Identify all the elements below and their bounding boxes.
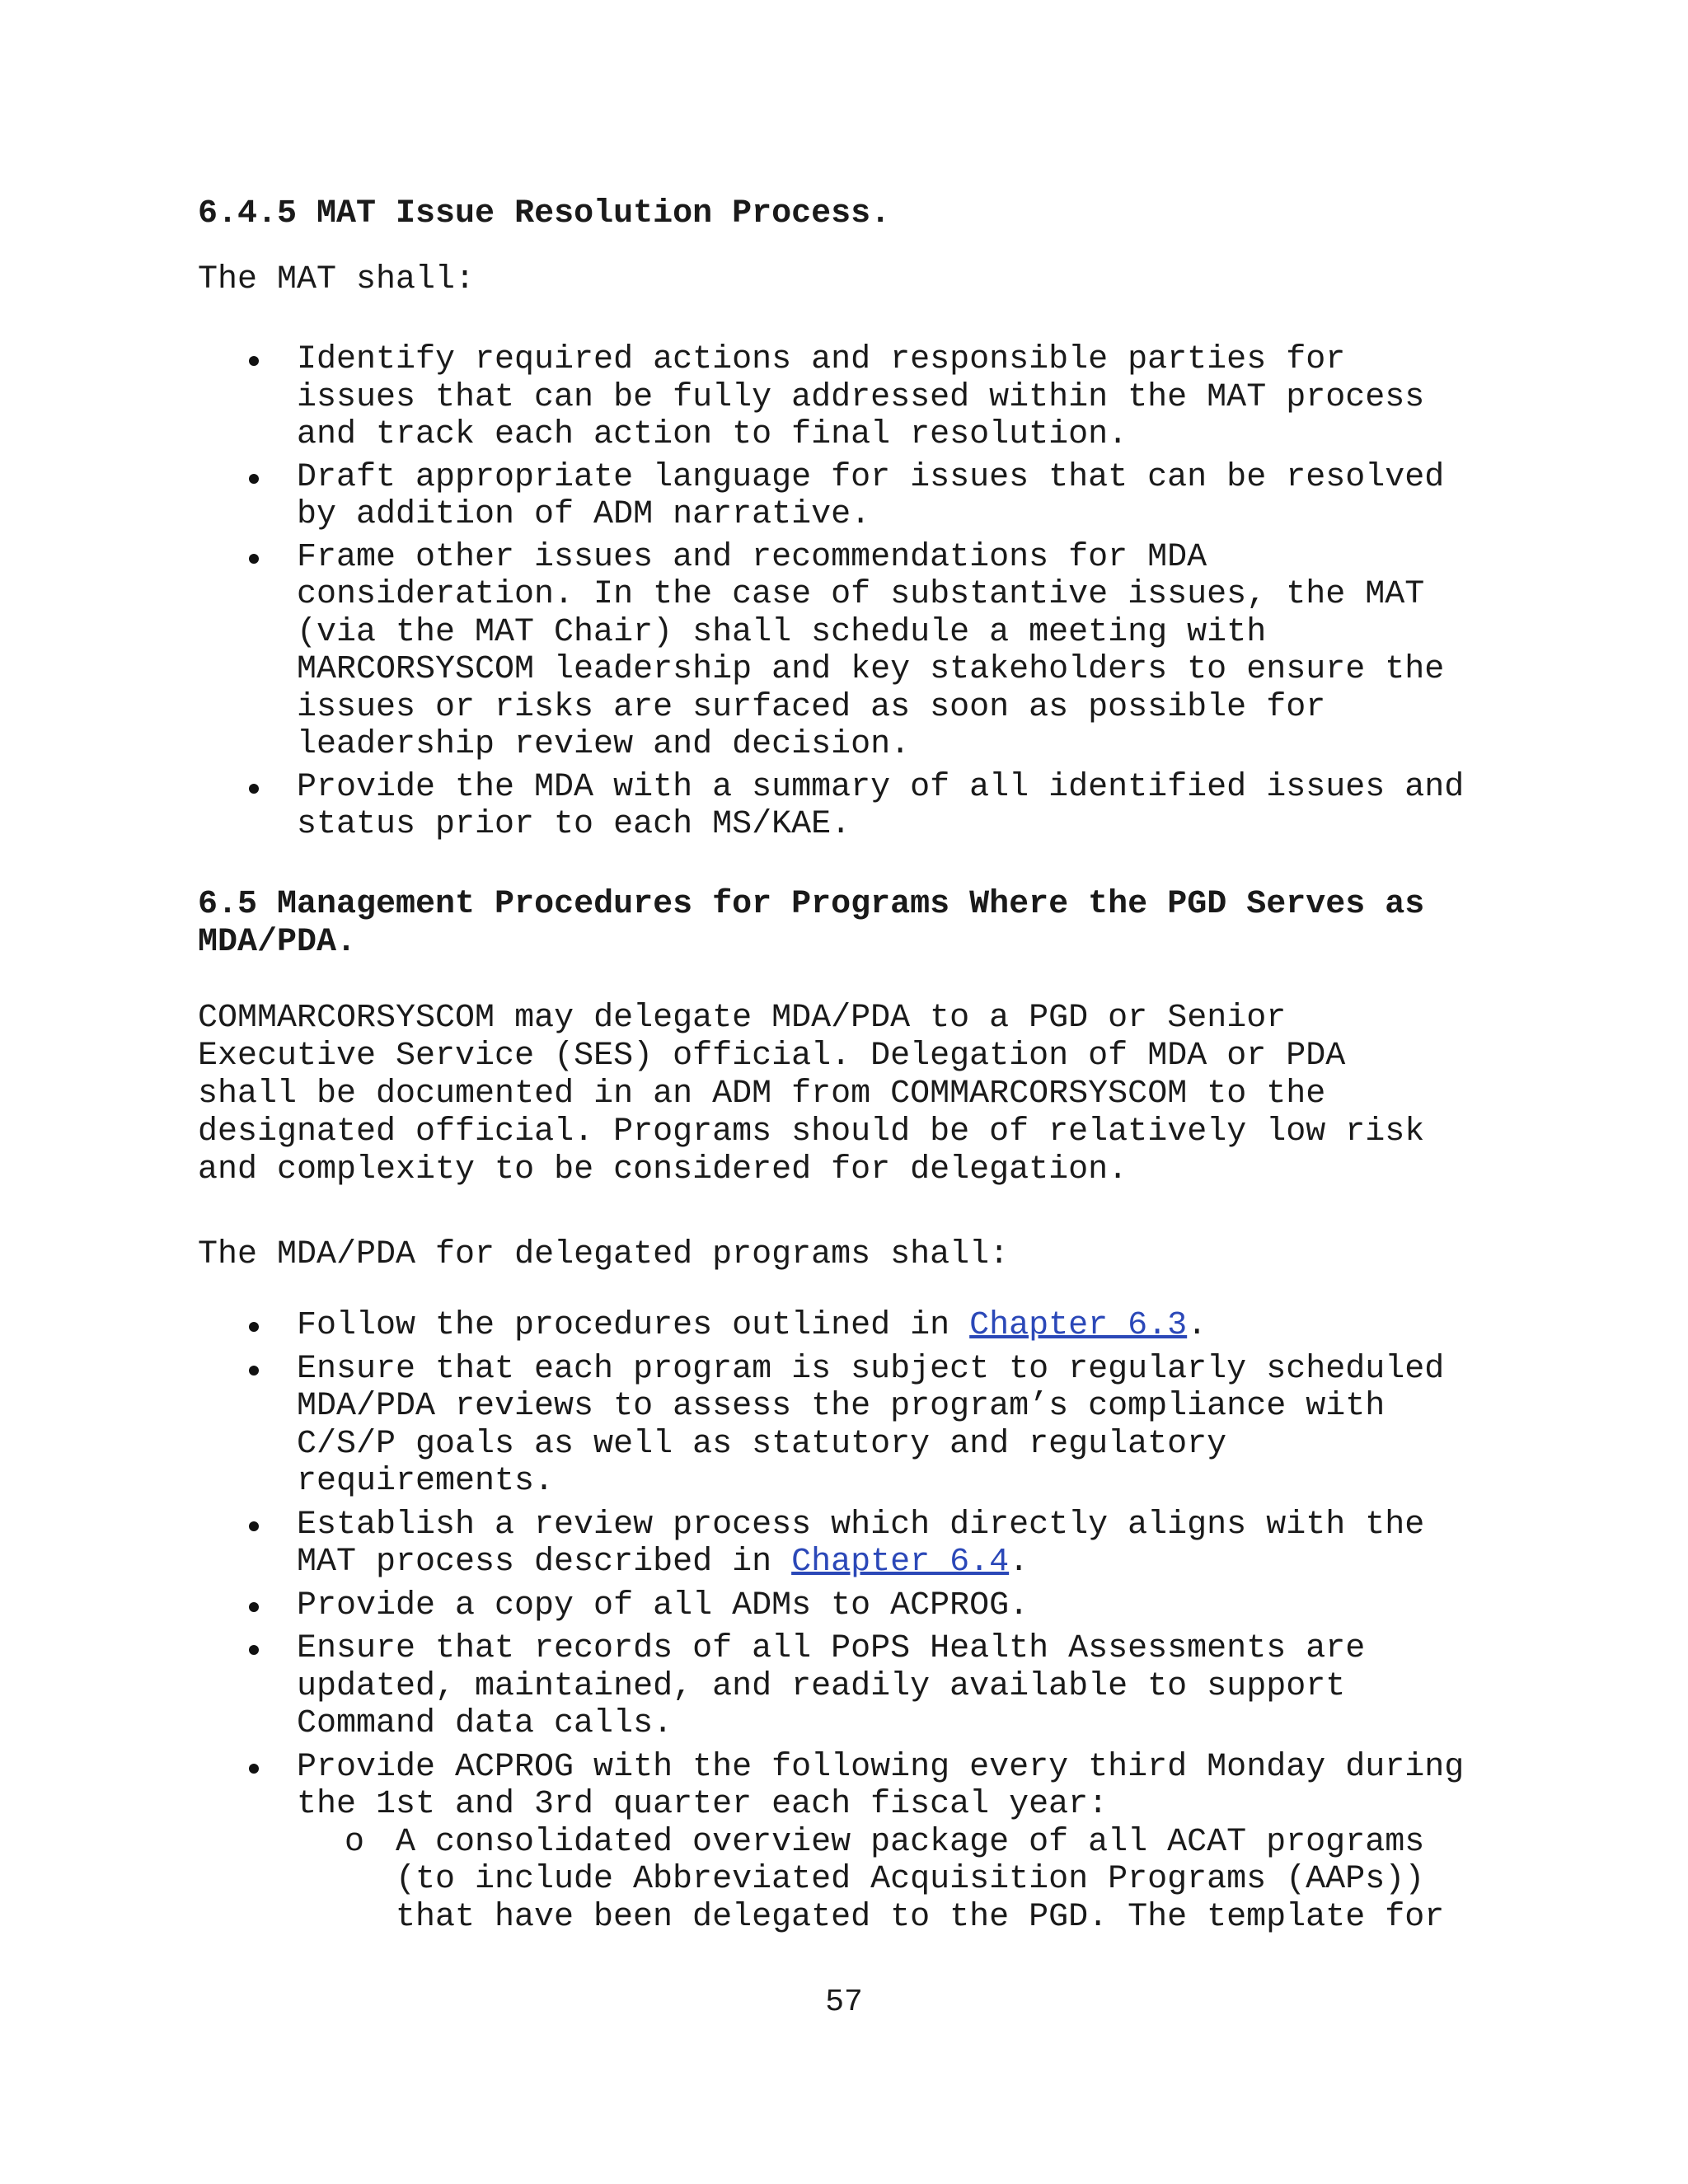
- bullet-icon: [249, 474, 259, 484]
- paragraph-line: Executive Service (SES) official. Delegation of MDA or PDA: [198, 1038, 1346, 1075]
- list-item-line: and track each action to final resolution.: [297, 416, 1128, 453]
- list-item-line: MARCORSYSCOM leadership and key stakeholders to ensure the: [297, 651, 1445, 688]
- list-item-line: the 1st and 3rd quarter each fiscal year:: [297, 1786, 1109, 1823]
- punctuation: .: [1187, 1307, 1207, 1344]
- bullet-icon: [249, 1521, 259, 1531]
- sub-list-item: [297, 1824, 1464, 1937]
- list-item-text: Follow the procedures outlined in: [297, 1307, 970, 1344]
- list-item-line: issues or risks are surfaced as soon as possible for: [297, 688, 1326, 726]
- list-item: [198, 1307, 1464, 1345]
- chapter-6-3-link[interactable]: Chapter 6.3: [969, 1307, 1188, 1344]
- page-number: 57: [825, 1985, 863, 2020]
- section-paragraph-6-5: [198, 1000, 1424, 1189]
- bullet-icon: [249, 1322, 259, 1332]
- punctuation: .: [1009, 1544, 1029, 1581]
- bullet-icon: [249, 1645, 259, 1655]
- list-item-line: A consolidated overview package of all ACAT programs: [396, 1823, 1425, 1861]
- list-item: [198, 1587, 1464, 1625]
- list-item-line: Ensure that each program is subject to regularly scheduled: [297, 1350, 1445, 1388]
- list-item-line: Provide the MDA with a summary of all identified issues and: [297, 768, 1465, 806]
- list-item: [198, 459, 1464, 534]
- list-item-line: leadership review and decision.: [297, 726, 911, 763]
- list-item-line: (via the MAT Chair) shall schedule a meeting with: [297, 613, 1267, 651]
- circle-bullet-icon: o: [345, 1823, 365, 1861]
- list-item-line: Establish a review process which directly aligns with the: [297, 1506, 1425, 1544]
- paragraph-line: shall be documented in an ADM from COMMARCORSYSCOM to the: [198, 1076, 1326, 1113]
- list-item-line: Draft appropriate language for issues that can be resolved: [297, 458, 1445, 496]
- paragraph-line: designated official. Programs should be of relatively low risk: [198, 1113, 1425, 1151]
- list-item-line: that have been delegated to the PGD. The template for: [396, 1898, 1445, 1936]
- list-item-line: consideration. In the case of substantive issues, the MAT: [297, 576, 1425, 613]
- heading-line: MDA/PDA.: [198, 924, 357, 961]
- bullet-list-6-4-5: [198, 341, 1464, 844]
- bullet-icon: [249, 554, 259, 564]
- list-item: [198, 1507, 1464, 1582]
- list-item-line: updated, maintained, and readily available to support: [297, 1667, 1346, 1705]
- paragraph-line: COMMARCORSYSCOM may delegate MDA/PDA to a PGD or Senior: [198, 1000, 1287, 1037]
- section-heading-6-5: [198, 886, 1424, 962]
- list-item-line: Ensure that records of all PoPS Health Assessments are: [297, 1630, 1366, 1667]
- list-item-line: Command data calls.: [297, 1705, 673, 1742]
- list-item-text: MAT process described in: [297, 1544, 792, 1581]
- list-item-line: C/S/P goals as well as statutory and regulatory: [297, 1425, 1227, 1463]
- bullet-icon: [249, 1764, 259, 1774]
- list-item-line: (to include Abbreviated Acquisition Programs (AAPs)): [396, 1861, 1425, 1898]
- list-item-line: MDA/PDA reviews to assess the program’s compliance with: [297, 1388, 1386, 1425]
- bullet-icon: [249, 1366, 259, 1376]
- bullet-icon: [249, 1602, 259, 1612]
- list-item-line: Frame other issues and recommendations for MDA: [297, 538, 1207, 576]
- heading-line: 6.5 Management Procedures for Programs Where the PGD Serves as: [198, 886, 1425, 923]
- list-item: [198, 769, 1464, 844]
- bullet-icon: [249, 784, 259, 794]
- section-intro-6-5: The MDA/PDA for delegated programs shall:: [198, 1236, 1010, 1273]
- list-item: [198, 341, 1464, 454]
- list-item: [198, 1630, 1464, 1743]
- list-item-line: issues that can be fully addressed within the MAT process: [297, 378, 1425, 416]
- sub-list: [297, 1824, 1464, 1937]
- section-heading-6-4-5: 6.4.5 MAT Issue Resolution Process.: [198, 195, 891, 232]
- list-item: [198, 1749, 1464, 1937]
- list-item-line: Provide ACPROG with the following every third Monday during: [297, 1748, 1465, 1786]
- list-item-line: status prior to each MS/KAE.: [297, 806, 851, 843]
- list-item-line: requirements.: [297, 1463, 555, 1500]
- list-item-line: by addition of ADM narrative.: [297, 496, 871, 533]
- bullet-icon: [249, 356, 259, 366]
- section-intro-6-4-5: The MAT shall:: [198, 261, 476, 298]
- bullet-list-6-5: [198, 1307, 1464, 1936]
- chapter-6-4-link[interactable]: Chapter 6.4: [791, 1544, 1010, 1581]
- list-item-line: Identify required actions and responsible parties for: [297, 341, 1346, 378]
- list-item-line: Provide a copy of all ADMs to ACPROG.: [297, 1586, 1029, 1624]
- paragraph-line: and complexity to be considered for delegation.: [198, 1151, 1128, 1188]
- list-item: [198, 1351, 1464, 1501]
- list-item: [198, 539, 1464, 764]
